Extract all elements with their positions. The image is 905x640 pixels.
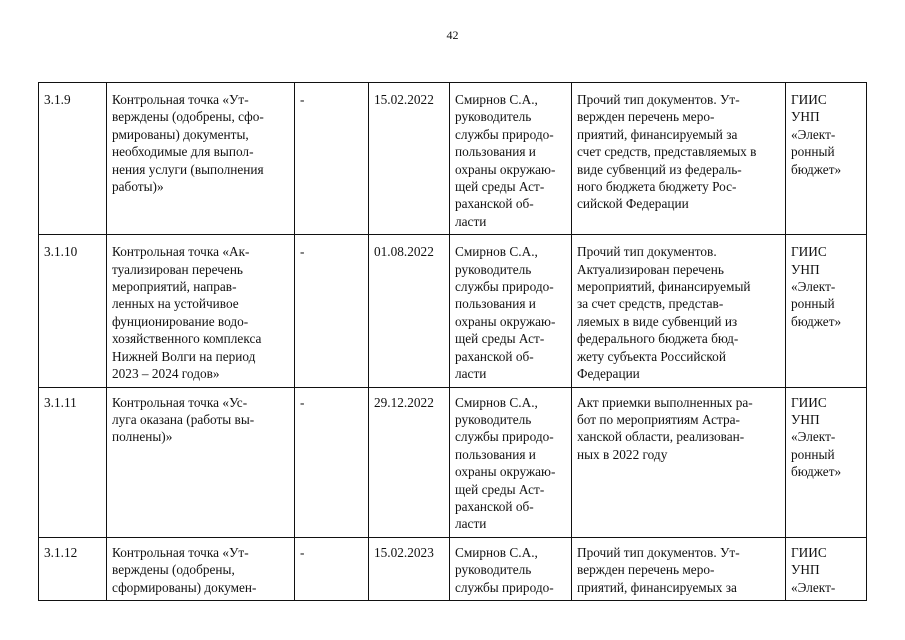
row-number-cell: 3.1.9 bbox=[39, 83, 107, 235]
dash-cell: - bbox=[295, 83, 369, 235]
information-system-text: ГИИС УНП «Элект- bbox=[791, 544, 836, 595]
information-system-cell: ГИИС УНП «Элект- ронный бюджет» bbox=[786, 387, 867, 537]
document-type-text: Прочий тип документов. Ут- вержден перечень меро- приятий, финансируемых за bbox=[577, 544, 740, 595]
control-point-name-text: Контрольная точка «Ут- верждены (одобрены, сформированы) докумен- bbox=[112, 544, 257, 595]
control-points-table bbox=[38, 82, 867, 601]
control-point-name-cell bbox=[107, 537, 295, 600]
table-row bbox=[39, 387, 867, 537]
date-cell: 15.02.2022 bbox=[369, 83, 450, 235]
control-point-name-cell: Контрольная точка «Ус- луга оказана (работы вы- полнены)» bbox=[107, 387, 295, 537]
date-cell: 01.08.2022 bbox=[369, 235, 450, 387]
row-number-cell: 3.1.11 bbox=[39, 387, 107, 537]
responsible-cell: Смирнов С.А., руководитель службы природо- пользования и охраны окружаю- щей среды Аст- раханской об- ласти bbox=[450, 83, 572, 235]
document-type-cell: Акт приемки выполненных ра- бот по мероприятиям Астра- ханской области, реализован- ных в 2022 году bbox=[572, 387, 786, 537]
responsible-text: Смирнов С.А., руководитель службы природо- bbox=[455, 544, 554, 595]
dash-cell bbox=[295, 537, 369, 600]
row-number-text: 3.1.12 bbox=[44, 544, 78, 560]
row-number-cell: 3.1.10 bbox=[39, 235, 107, 387]
control-point-name-cell: Контрольная точка «Ут- верждены (одобрены, сфо- рмированы) документы, необходимые для выпол- нения услуги (выполнения работы)» bbox=[107, 83, 295, 235]
table-row bbox=[39, 235, 867, 387]
information-system-cell: ГИИС УНП «Элект- ронный бюджет» bbox=[786, 83, 867, 235]
row-number-cell bbox=[39, 537, 107, 600]
dash-text: - bbox=[300, 544, 305, 560]
information-system-cell: ГИИС УНП «Элект- ронный бюджет» bbox=[786, 235, 867, 387]
document-type-cell bbox=[572, 537, 786, 600]
table-row bbox=[39, 537, 867, 600]
document-type-cell: Прочий тип документов. Ут- вержден перечень меро- приятий, финансируемый за счет средств, представляемых в виде субвенций из федераль- ного бюджета бюджету Рос- сийской Федерации bbox=[572, 83, 786, 235]
information-system-cell bbox=[786, 537, 867, 600]
dash-cell: - bbox=[295, 235, 369, 387]
table-row bbox=[39, 83, 867, 235]
date-text: 15.02.2023 bbox=[374, 544, 434, 560]
responsible-cell: Смирнов С.А., руководитель службы природо- пользования и охраны окружаю- щей среды Аст- раханской об- ласти bbox=[450, 235, 572, 387]
page-number: 42 bbox=[446, 28, 459, 42]
date-cell bbox=[369, 537, 450, 600]
control-point-name-cell: Контрольная точка «Ак- туализирован перечень мероприятий, направ- ленных на устойчивое фунционирование водо- хозяйственного комплекса Нижней Волги на период 2023 – 2024 годов» bbox=[107, 235, 295, 387]
dash-cell: - bbox=[295, 387, 369, 537]
responsible-cell: Смирнов С.А., руководитель службы природо- пользования и охраны окружаю- щей среды Аст- раханской об- ласти bbox=[450, 387, 572, 537]
responsible-cell bbox=[450, 537, 572, 600]
document-type-cell: Прочий тип документов. Актуализирован перечень мероприятий, финансируемый за счет средств, представ- ляемых в виде субвенций из федерального бюджета бюд- жету субъекта Российской Федерации bbox=[572, 235, 786, 387]
date-cell: 29.12.2022 bbox=[369, 387, 450, 537]
